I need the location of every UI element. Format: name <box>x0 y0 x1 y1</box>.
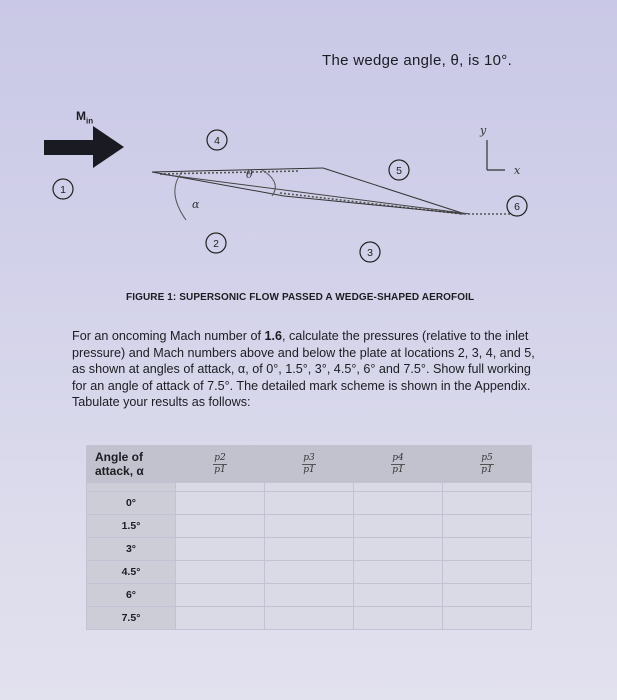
result-cell <box>443 561 532 584</box>
location-marker-2 <box>206 233 226 253</box>
svg-text:2: 2 <box>213 238 219 250</box>
result-cell <box>176 607 265 630</box>
location-marker-6 <box>507 196 527 216</box>
location-marker-3 <box>360 242 380 262</box>
table-header-row <box>87 446 532 483</box>
p4-p1-header: $\frac{p4}{p1}$ <box>354 446 443 483</box>
result-cell <box>354 561 443 584</box>
wedge-diagram <box>0 0 617 300</box>
angle-cell: 6° <box>87 584 176 607</box>
result-cell <box>176 492 265 515</box>
table-row <box>87 561 532 584</box>
result-cell <box>443 492 532 515</box>
angle-of-attack-header: Angle of attack, α <box>87 446 176 483</box>
result-cell <box>176 515 265 538</box>
svg-text:6: 6 <box>514 201 520 213</box>
result-cell <box>354 515 443 538</box>
location-marker-4 <box>207 130 227 150</box>
axis-x-label: x <box>514 164 521 177</box>
angle-cell: 0° <box>87 492 176 515</box>
svg-text:4: 4 <box>214 135 220 147</box>
table-row <box>87 607 532 630</box>
result-cell <box>176 561 265 584</box>
result-cell <box>176 538 265 561</box>
question-text: For an oncoming Mach number of 1.6, calculate the pressures (relative to the inlet pressure) and Mach numbers above and below the plate at locations 2, 3, 4, and 5, as shown at angles of attack, α, of 0°, 1.5°, 3°, 4.5°, 6° and 7.5°. Show full working for an angle of attack of 7.5°. The detailed mark scheme is shown in the Appendix. Tabulate your results as follows: <box>72 329 535 410</box>
angle-cell: 1.5° <box>87 515 176 538</box>
svg-text:1: 1 <box>60 184 66 196</box>
p3-p1-header: $\frac{p3}{p1}$ <box>265 446 354 483</box>
location-marker-5 <box>389 160 409 180</box>
svg-text:3: 3 <box>367 247 373 259</box>
theta-label: θ <box>246 168 253 181</box>
angle-cell: 3° <box>87 538 176 561</box>
result-cell <box>354 492 443 515</box>
wedge-shape <box>152 168 510 220</box>
location-marker-1 <box>53 179 73 199</box>
inflow-arrow-icon <box>44 126 124 168</box>
table-row <box>87 584 532 607</box>
result-cell <box>265 515 354 538</box>
result-cell <box>354 538 443 561</box>
angle-cell: 4.5° <box>87 561 176 584</box>
result-cell <box>265 584 354 607</box>
axes-icon <box>487 140 505 170</box>
alpha-label: α <box>192 198 200 211</box>
inflow-mach-label: $M_{in}$ <box>76 109 94 126</box>
result-cell <box>265 607 354 630</box>
result-cell <box>443 607 532 630</box>
wedge-angle-statement: The wedge angle, θ, is 10°. <box>322 52 513 69</box>
axis-y-label: y <box>480 124 487 137</box>
result-cell <box>265 561 354 584</box>
p5-p1-header: $\frac{p5}{p1}$ <box>443 446 532 483</box>
result-cell <box>443 584 532 607</box>
table-row <box>87 492 532 515</box>
results-table <box>86 445 532 630</box>
result-cell <box>265 492 354 515</box>
result-cell <box>443 515 532 538</box>
result-cell <box>176 584 265 607</box>
result-cell <box>354 584 443 607</box>
table-row <box>87 515 532 538</box>
result-cell <box>265 538 354 561</box>
angle-cell: 7.5° <box>87 607 176 630</box>
table-row <box>87 538 532 561</box>
p2-p1-header: $\frac{p2}{p1}$ <box>176 446 265 483</box>
result-cell <box>443 538 532 561</box>
figure-caption: FIGURE 1: SUPERSONIC FLOW PASSED A WEDGE-SHAPED AEROFOIL <box>126 292 475 303</box>
result-cell <box>354 607 443 630</box>
svg-text:5: 5 <box>396 165 402 177</box>
